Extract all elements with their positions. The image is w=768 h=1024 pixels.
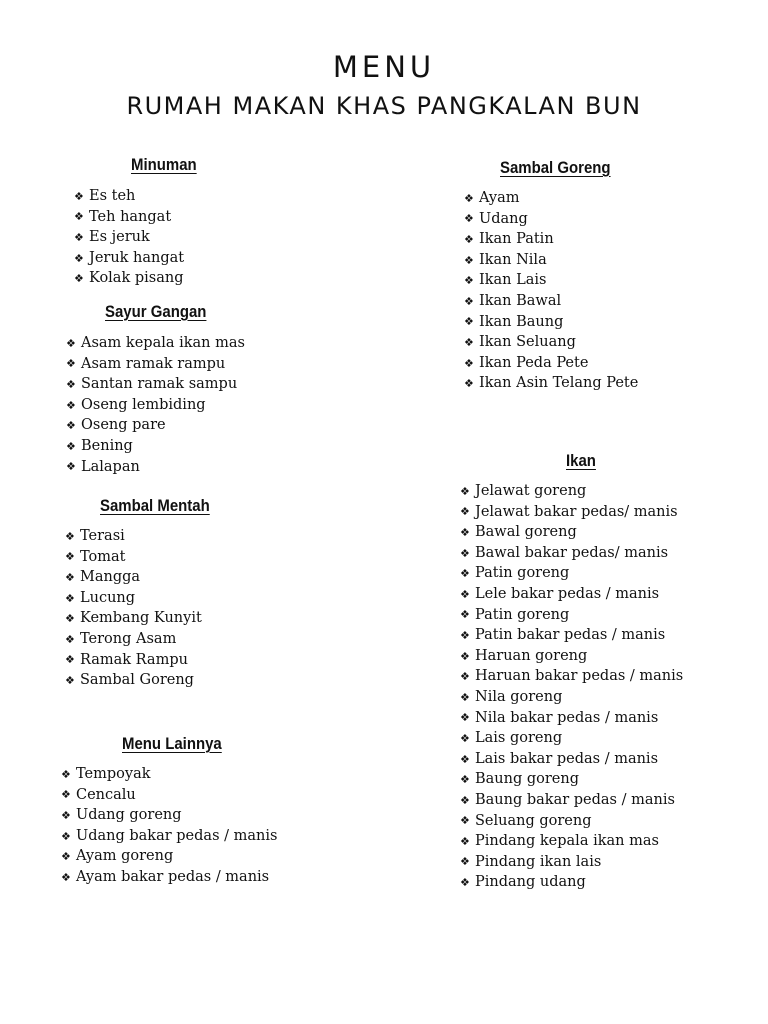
menu-item-label: Bawal bakar pedas/ manis — [475, 544, 669, 561]
diamond-bullet-icon: ❖ — [66, 460, 76, 474]
menu-item — [464, 373, 638, 394]
menu-item-label: Lais bakar pedas / manis — [475, 750, 659, 767]
menu-item — [65, 608, 202, 629]
menu-item — [460, 522, 683, 543]
menu-item — [74, 268, 184, 289]
menu-item-list — [66, 333, 245, 477]
section-heading: Menu Lainnya — [122, 734, 222, 753]
section-heading: Sayur Gangan — [105, 302, 207, 321]
section-heading: Minuman — [131, 155, 197, 174]
menu-item-label: Kolak pisang — [89, 270, 184, 287]
menu-item — [460, 852, 683, 873]
diamond-bullet-icon: ❖ — [460, 546, 470, 560]
menu-item-label: Ikan Bawal — [479, 292, 562, 309]
menu-item-label: Haruan bakar pedas / manis — [475, 668, 684, 685]
menu-item — [61, 805, 277, 826]
menu-item-label: Santan ramak sampu — [81, 376, 238, 393]
menu-title: MENU — [332, 50, 436, 84]
menu-item-label: Ikan Peda Pete — [479, 354, 589, 371]
menu-item-label: Es teh — [89, 188, 136, 204]
diamond-bullet-icon: ❖ — [460, 876, 470, 890]
diamond-bullet-icon: ❖ — [460, 670, 470, 684]
diamond-bullet-icon: ❖ — [74, 272, 84, 286]
menu-item — [460, 605, 683, 626]
menu-item-label: Ikan Nila — [479, 251, 547, 268]
menu-item-label: Terong Asam — [80, 630, 177, 647]
diamond-bullet-icon: ❖ — [460, 484, 470, 498]
menu-item — [460, 728, 683, 749]
menu-item-label: Baung bakar pedas / manis — [475, 791, 675, 808]
menu-item-label: Ramak Rampu — [80, 651, 188, 668]
menu-item-label: Nila goreng — [475, 688, 563, 705]
diamond-bullet-icon: ❖ — [464, 191, 474, 205]
menu-item — [464, 188, 638, 209]
menu-item — [460, 502, 683, 523]
menu-item-label: Jeruk hangat — [89, 249, 185, 266]
menu-item-label: Patin goreng — [475, 606, 570, 623]
menu-item-label: Jelawat goreng — [475, 483, 587, 499]
menu-item — [74, 227, 184, 248]
menu-item — [61, 867, 277, 888]
menu-item-label: Oseng lembiding — [81, 396, 206, 413]
menu-item — [460, 769, 683, 790]
menu-item — [460, 749, 683, 770]
menu-item — [66, 374, 245, 395]
restaurant-name: RUMAH MAKAN KHAS PANGKALAN BUN — [126, 92, 642, 120]
menu-item — [61, 764, 277, 785]
diamond-bullet-icon: ❖ — [460, 567, 470, 581]
menu-item — [460, 666, 683, 687]
menu-item-label: Ayam bakar pedas / manis — [76, 868, 270, 885]
diamond-bullet-icon: ❖ — [464, 253, 474, 267]
menu-item-list — [460, 481, 683, 893]
menu-item-list — [61, 764, 277, 888]
diamond-bullet-icon: ❖ — [460, 628, 470, 642]
menu-item-label: Udang — [479, 210, 528, 227]
menu-item-label: Ikan Lais — [479, 272, 547, 289]
diamond-bullet-icon: ❖ — [460, 793, 470, 807]
diamond-bullet-icon: ❖ — [65, 529, 75, 543]
menu-item-label: Oseng pare — [81, 417, 166, 434]
menu-item-label: Ikan Seluang — [479, 334, 576, 351]
diamond-bullet-icon: ❖ — [65, 673, 75, 687]
menu-item — [460, 687, 683, 708]
menu-item — [66, 354, 245, 375]
diamond-bullet-icon: ❖ — [464, 232, 474, 246]
menu-item — [464, 353, 638, 374]
menu-item-label: Ayam goreng — [76, 848, 174, 865]
menu-item — [74, 248, 184, 269]
menu-item — [65, 547, 202, 568]
diamond-bullet-icon: ❖ — [65, 591, 75, 605]
menu-item — [464, 332, 638, 353]
diamond-bullet-icon: ❖ — [464, 274, 474, 288]
menu-item — [460, 872, 683, 893]
diamond-bullet-icon: ❖ — [65, 550, 75, 564]
diamond-bullet-icon: ❖ — [464, 377, 474, 391]
diamond-bullet-icon: ❖ — [74, 251, 84, 265]
menu-item — [464, 312, 638, 333]
section-heading: Ikan — [566, 451, 596, 470]
menu-item-label: Kembang Kunyit — [80, 610, 202, 627]
menu-item-label: Lucung — [80, 589, 136, 606]
menu-item — [464, 229, 638, 250]
diamond-bullet-icon: ❖ — [65, 653, 75, 667]
diamond-bullet-icon: ❖ — [464, 356, 474, 370]
menu-item — [460, 625, 683, 646]
diamond-bullet-icon: ❖ — [61, 767, 71, 781]
diamond-bullet-icon: ❖ — [65, 570, 75, 584]
section-heading: Sambal Goreng — [500, 158, 611, 177]
diamond-bullet-icon: ❖ — [460, 587, 470, 601]
menu-item-label: Pindang kepala ikan mas — [475, 833, 659, 850]
diamond-bullet-icon: ❖ — [66, 357, 76, 371]
menu-item — [460, 708, 683, 729]
menu-item — [65, 567, 202, 588]
menu-item-label: Tomat — [80, 548, 126, 565]
menu-item — [65, 629, 202, 650]
menu-item-label: Teh hangat — [89, 208, 172, 225]
menu-item-label: Mangga — [80, 569, 141, 586]
menu-item — [460, 811, 683, 832]
diamond-bullet-icon: ❖ — [66, 419, 76, 433]
diamond-bullet-icon: ❖ — [460, 505, 470, 519]
diamond-bullet-icon: ❖ — [460, 690, 470, 704]
menu-item — [65, 650, 202, 671]
diamond-bullet-icon: ❖ — [61, 870, 71, 884]
diamond-bullet-icon: ❖ — [460, 814, 470, 828]
menu-item — [460, 831, 683, 852]
menu-item-list — [464, 188, 638, 394]
menu-item — [460, 543, 683, 564]
menu-item-label: Patin bakar pedas / manis — [475, 627, 666, 644]
diamond-bullet-icon: ❖ — [460, 855, 470, 869]
menu-item-label: Nila bakar pedas / manis — [475, 709, 659, 726]
menu-item-label: Es jeruk — [89, 229, 150, 246]
diamond-bullet-icon: ❖ — [74, 210, 84, 224]
menu-item-label: Haruan goreng — [475, 647, 588, 664]
menu-item-label: Cencalu — [76, 786, 136, 803]
menu-item-label: Bawal goreng — [475, 524, 577, 541]
menu-item — [464, 250, 638, 271]
menu-item — [65, 670, 202, 691]
diamond-bullet-icon: ❖ — [61, 808, 71, 822]
menu-item-label: Udang bakar pedas / manis — [76, 827, 278, 844]
diamond-bullet-icon: ❖ — [66, 377, 76, 391]
menu-item-label: Lalapan — [81, 458, 140, 475]
menu-item — [460, 646, 683, 667]
menu-item-label: Sambal Goreng — [80, 672, 194, 689]
diamond-bullet-icon: ❖ — [464, 335, 474, 349]
diamond-bullet-icon: ❖ — [61, 788, 71, 802]
menu-item — [460, 790, 683, 811]
diamond-bullet-icon: ❖ — [74, 189, 84, 203]
menu-item — [66, 457, 245, 478]
section-heading: Sambal Mentah — [100, 496, 210, 515]
diamond-bullet-icon: ❖ — [61, 829, 71, 843]
diamond-bullet-icon: ❖ — [460, 752, 470, 766]
diamond-bullet-icon: ❖ — [460, 608, 470, 622]
diamond-bullet-icon: ❖ — [460, 649, 470, 663]
menu-item-label: Jelawat bakar pedas/ manis — [475, 503, 678, 520]
diamond-bullet-icon: ❖ — [65, 632, 75, 646]
diamond-bullet-icon: ❖ — [460, 773, 470, 787]
menu-item — [464, 270, 638, 291]
menu-item-label: Pindang ikan lais — [475, 853, 602, 870]
diamond-bullet-icon: ❖ — [464, 294, 474, 308]
menu-item-label: Ikan Asin Telang Pete — [479, 375, 639, 392]
diamond-bullet-icon: ❖ — [460, 711, 470, 725]
menu-item — [460, 481, 683, 502]
menu-item-label: Baung goreng — [475, 771, 580, 788]
menu-item-label: Lele bakar pedas / manis — [475, 585, 660, 602]
menu-item-list — [74, 186, 184, 289]
menu-item-label: Asam ramak rampu — [81, 355, 226, 372]
diamond-bullet-icon: ❖ — [460, 525, 470, 539]
diamond-bullet-icon: ❖ — [66, 336, 76, 350]
menu-item — [460, 584, 683, 605]
menu-item — [66, 415, 245, 436]
menu-item-label: Ayam — [479, 190, 520, 206]
diamond-bullet-icon: ❖ — [464, 212, 474, 226]
menu-item-label: Pindang udang — [475, 874, 586, 891]
menu-item — [464, 209, 638, 230]
menu-item-label: Terasi — [80, 528, 125, 544]
menu-item-label: Patin goreng — [475, 565, 570, 582]
menu-item — [65, 588, 202, 609]
diamond-bullet-icon: ❖ — [61, 850, 71, 864]
menu-item-list — [65, 526, 202, 691]
diamond-bullet-icon: ❖ — [66, 398, 76, 412]
menu-item — [65, 526, 202, 547]
diamond-bullet-icon: ❖ — [65, 612, 75, 626]
menu-item — [61, 785, 277, 806]
diamond-bullet-icon: ❖ — [464, 315, 474, 329]
menu-item-label: Lais goreng — [475, 730, 563, 747]
diamond-bullet-icon: ❖ — [66, 439, 76, 453]
menu-item — [66, 333, 245, 354]
menu-item-label: Tempoyak — [76, 766, 151, 782]
menu-item — [61, 826, 277, 847]
diamond-bullet-icon: ❖ — [460, 834, 470, 848]
menu-item — [61, 846, 277, 867]
menu-item — [460, 563, 683, 584]
menu-item — [74, 207, 184, 228]
menu-item — [66, 395, 245, 416]
menu-item-label: Ikan Baung — [479, 313, 564, 330]
menu-item-label: Bening — [81, 437, 133, 454]
menu-item-label: Seluang goreng — [475, 812, 592, 829]
diamond-bullet-icon: ❖ — [460, 731, 470, 745]
menu-item — [74, 186, 184, 207]
menu-item-label: Asam kepala ikan mas — [81, 335, 245, 351]
menu-item-label: Ikan Patin — [479, 231, 554, 248]
menu-item — [66, 436, 245, 457]
menu-item-label: Udang goreng — [76, 807, 182, 824]
menu-item — [464, 291, 638, 312]
diamond-bullet-icon: ❖ — [74, 230, 84, 244]
